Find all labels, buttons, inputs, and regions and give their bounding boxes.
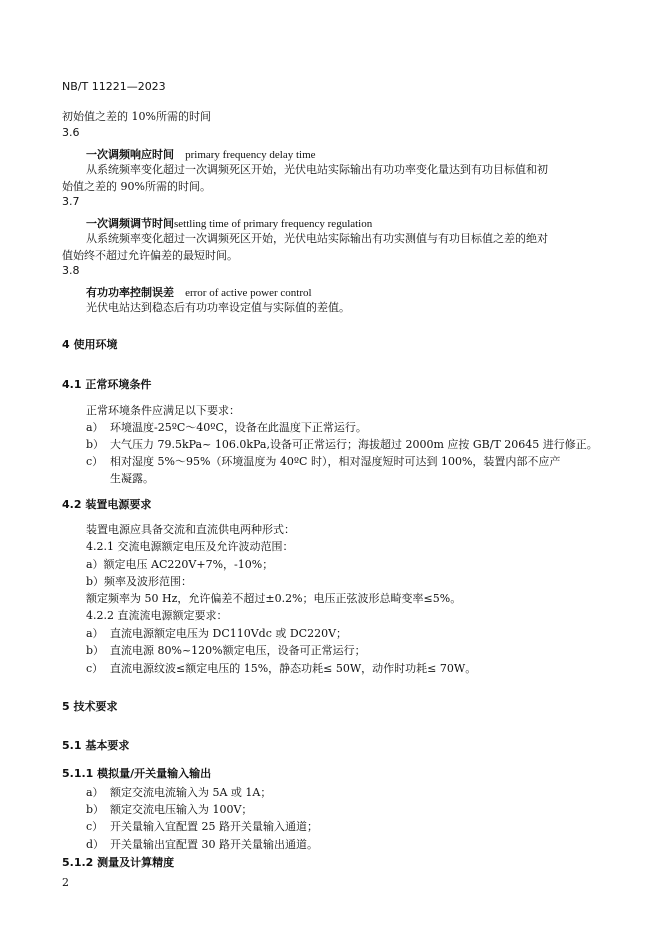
list-marker: c） — [86, 455, 104, 468]
term-heading — [86, 281, 312, 300]
list-item: 开关量输出宜配置 30 路开关量输出通道。 — [110, 838, 318, 851]
term-number: 3.7 — [62, 195, 80, 208]
list-marker: c） — [86, 662, 104, 675]
list-item-continued: 生凝露。 — [110, 472, 154, 485]
clause-line: 4.2.2 直流流电源额定要求： — [86, 609, 228, 622]
clause-line: 4.2.1 交流电源额定电压及允许波动范围： — [86, 540, 294, 553]
term-cn: 一次调频响应时间 — [86, 148, 174, 161]
paragraph: 正常环境条件应满足以下要求： — [86, 404, 240, 417]
definition-line: 始值之差的 90%所需的时间。 — [62, 180, 211, 193]
term-heading — [86, 212, 372, 231]
definition-line: 从系统频率变化超过一次调频死区开始，光伏电站实际输出有功功率变化量达到有功目标值和初 — [86, 163, 548, 176]
term-en: settling time of primary frequency regulation — [174, 218, 373, 230]
subsubsection-heading: 5.1.2 测量及计算精度 — [62, 856, 175, 869]
list-marker: a） — [86, 786, 104, 799]
definition-line: 从系统频率变化超过一次调频死区开始，光伏电站实际输出有功实测值与有功目标值之差的绝对 — [86, 232, 548, 245]
list-item: 直流电源纹波≤额定电压的 15%，静态功耗≤ 50W，动作时功耗≤ 70W。 — [110, 662, 477, 675]
list-item: b）频率及波形范围： — [86, 575, 193, 588]
list-item: 开关量输入宜配置 25 路开关量输入通道； — [110, 820, 318, 833]
subsubsection-heading: 5.1.1 模拟量/开关量输入输出 — [62, 767, 212, 780]
list-item: a）额定电压 AC220V+7%，-10%； — [86, 558, 274, 571]
term-en: error of active power control — [185, 287, 312, 299]
term-cn: 一次调频调节时间 — [86, 217, 174, 230]
subsection-heading: 4.1 正常环境条件 — [62, 378, 152, 391]
section-heading: 4 使用环境 — [62, 338, 118, 351]
list-item: 相对湿度 5%～95%（环境温度为 40ºC 时），相对湿度短时可达到 100%，装置内部不应产 — [110, 455, 561, 468]
subsection-heading: 5.1 基本要求 — [62, 739, 130, 752]
term-en: primary frequency delay time — [185, 149, 316, 161]
list-marker: c） — [86, 820, 104, 833]
term-number: 3.8 — [62, 264, 80, 277]
term-heading — [86, 143, 316, 162]
list-marker: a） — [86, 627, 104, 640]
list-item: 大气压力 79.5kPa~ 106.0kPa,设备可正常运行；海拔超过 2000m 应按 GB/T 20645 进行修正。 — [110, 438, 598, 451]
list-item: 直流电源 80%~120%额定电压，设备可正常运行； — [110, 644, 366, 657]
list-marker: b） — [86, 438, 105, 451]
list-item: 额定交流电压输入为 100V； — [110, 803, 253, 816]
list-marker: d） — [86, 838, 105, 851]
list-marker: b） — [86, 803, 105, 816]
paragraph: 装置电源应具备交流和直流供电两种形式： — [86, 523, 295, 536]
text-line: 初始值之差的 10%所需的时间 — [62, 110, 211, 123]
definition-line: 光伏电站达到稳态后有功功率设定值与实际值的差值。 — [86, 301, 350, 314]
definition-line: 值始终不超过允许偏差的最短时间。 — [62, 249, 238, 262]
list-item: 额定交流电流输入为 5A 或 1A； — [110, 786, 272, 799]
paragraph: 额定频率为 50 Hz，允许偏差不超过±0.2%；电压正弦波形总畸变率≤5%。 — [86, 592, 462, 605]
list-item: 直流电源额定电压为 DC110Vdc 或 DC220V； — [110, 627, 348, 640]
section-heading: 5 技术要求 — [62, 700, 118, 713]
list-marker: a） — [86, 421, 104, 434]
list-item: 环境温度-25ºC～40ºC，设备在此温度下正常运行。 — [110, 421, 367, 434]
subsection-heading: 4.2 装置电源要求 — [62, 498, 152, 511]
doc-id: NB/T 11221—2023 — [62, 80, 166, 93]
list-marker: b） — [86, 644, 105, 657]
page-number: 2 — [62, 876, 69, 889]
term-number: 3.6 — [62, 126, 80, 139]
term-cn: 有功功率控制误差 — [86, 286, 174, 299]
